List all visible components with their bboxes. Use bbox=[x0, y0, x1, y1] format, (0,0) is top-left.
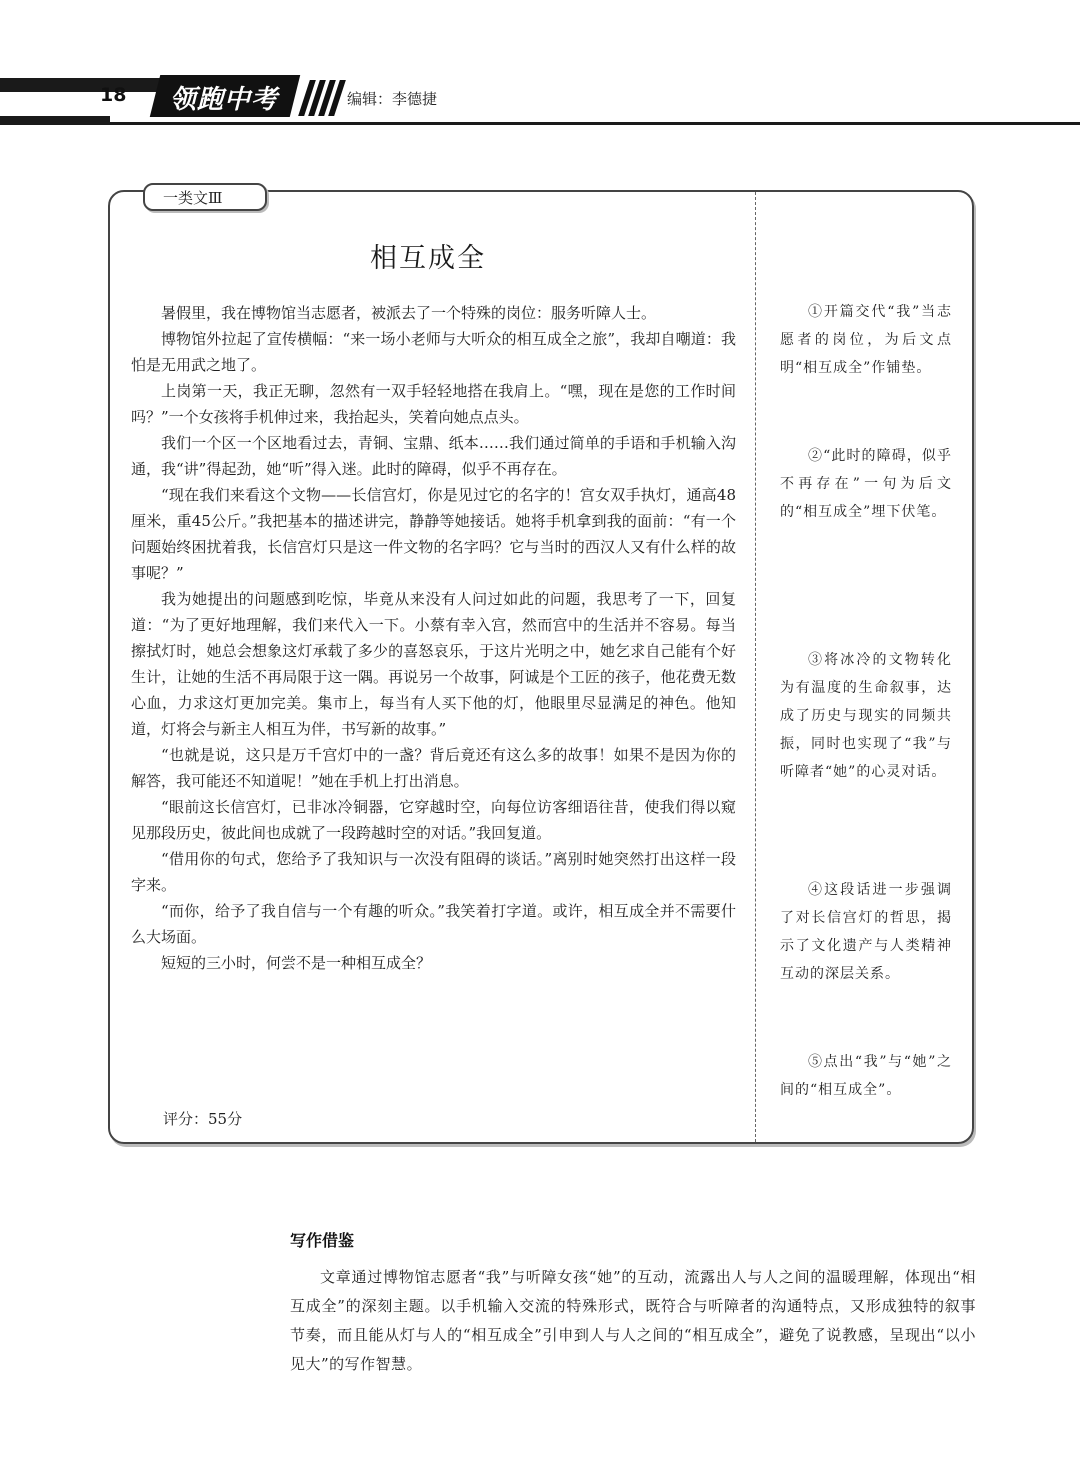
annotation-1: ①开篇交代“我”当志愿者的岗位，为后文点明“相互成全”作铺垫。 bbox=[780, 304, 952, 376]
header-bar bbox=[0, 78, 168, 92]
category-tab bbox=[143, 183, 267, 211]
paragraph: “而你，给予了我自信与一个有趣的听众。”我笑着打字道。或许，相互成全并不需要什么大场面。 bbox=[131, 902, 736, 946]
annotation-divider bbox=[755, 192, 756, 1142]
slash-decoration bbox=[300, 80, 340, 116]
article-body bbox=[131, 300, 736, 976]
annotation-2: ②“此时的障碍，似乎不再存在”一句为后文的“相互成全”埋下伏笔。 bbox=[780, 448, 952, 520]
category-label: 一类文Ⅲ bbox=[163, 189, 223, 207]
paragraph: 暑假里，我在博物馆当志愿者，被派去了一个特殊的岗位：服务听障人士。 bbox=[161, 304, 657, 322]
paragraph: “也就是说，这只是万千宫灯中的一盏？背后竟还有这么多的故事！如果不是因为你的解答，我可能还不知道呢！”她在手机上打出消息。 bbox=[131, 746, 736, 790]
brand-logo: 领跑中考 bbox=[170, 85, 279, 115]
annotation-5: ⑤点出“我”与“她”之间的“相互成全”。 bbox=[780, 1054, 952, 1098]
paragraph: 上岗第一天，我正无聊，忽然有一双手轻轻地搭在我肩上。“嘿，现在是您的工作时间吗？”一个女孩将手机伸过来，我抬起头，笑着向她点点头。 bbox=[131, 382, 736, 426]
article-title: 相互成全 bbox=[370, 243, 486, 274]
editor-credit: 编辑：李德捷 bbox=[347, 90, 438, 108]
annotation-3: ③将冰冷的文物转化为有温度的生命叙事，达成了历史与现实的同频共振，同时也实现了“我”与听障者“她”的心灵对话。 bbox=[780, 652, 952, 780]
paragraph: 我们一个区一个区地看过去，青铜、宝鼎、纸本……我们通过简单的手语和手机输入沟通，我“讲”得起劲，她“听”得入迷。此时的障碍，似乎不再存在。 bbox=[131, 434, 736, 478]
writing-tips-body bbox=[290, 1263, 976, 1379]
paragraph: “眼前这长信宫灯，已非冰冷铜器，它穿越时空，向每位访客细语往昔，使我们得以窥见那段历史，彼此间也成就了一段跨越时空的对话。”我回复道。 bbox=[131, 798, 736, 842]
writing-tips-text: 文章通过博物馆志愿者“我”与听障女孩“她”的互动，流露出人与人之间的温暖理解，体现出“相互成全”的深刻主题。以手机输入交流的特殊形式，既符合与听障者的沟通特点，又形成独特的叙事节奏，而且能从灯与人的“相互成全”引申到人与人之间的“相互成全”，避免了说教感，呈现出“以小见大”的写作智慧。 bbox=[290, 1268, 976, 1373]
paragraph: “现在我们来看这个文物——长信宫灯，你是见过它的名字的！宫女双手执灯，通高48厘米，重45公斤。”我把基本的描述讲完，静静等她接话。她将手机拿到我的面前：“有一个问题始终困扰着我，长信宫灯只是这一件文物的名字吗？它与当时的西汉人又有什么样的故事呢？” bbox=[131, 486, 736, 582]
header-rule bbox=[0, 122, 1080, 125]
score: 评分：55分 bbox=[163, 1110, 243, 1128]
paragraph: 我为她提出的问题感到吃惊，毕竟从来没有人问过如此的问题，我思考了一下，回复道：“为了更好地理解，我们来代入一下。小蔡有幸入宫，然而宫中的生活并不容易。每当擦拭灯时，她总会想象这灯承载了多少的喜怒哀乐，于这片光明之中，她乞求自己能有个好生计，让她的生活不再局限于这一隅。再说另一个故事，阿诚是个工匠的孩子，他花费无数心血，力求这灯更加完美。集市上，每当有人买下他的灯，他眼里尽显满足的神色。他知道，灯将会与新主人相互为伴，书写新的故事。” bbox=[131, 590, 736, 738]
annotation-4: ④这段话进一步强调了对长信宫灯的哲思，揭示了文化遗产与人类精神互动的深层关系。 bbox=[780, 882, 952, 982]
paragraph: “借用你的句式，您给予了我知识与一次没有阻碍的谈话。”离别时她突然打出这样一段字来。 bbox=[131, 850, 736, 894]
paragraph: 博物馆外拉起了宣传横幅：“来一场小老师与大听众的相互成全之旅”，我却自嘲道：我怕是无用武之地了。 bbox=[131, 330, 736, 374]
writing-tips-heading: 写作借鉴 bbox=[290, 1231, 355, 1250]
page-header bbox=[0, 72, 1080, 130]
page-number: 18 bbox=[100, 84, 127, 106]
paragraph: 短短的三小时，何尝不是一种相互成全？ bbox=[161, 954, 432, 972]
